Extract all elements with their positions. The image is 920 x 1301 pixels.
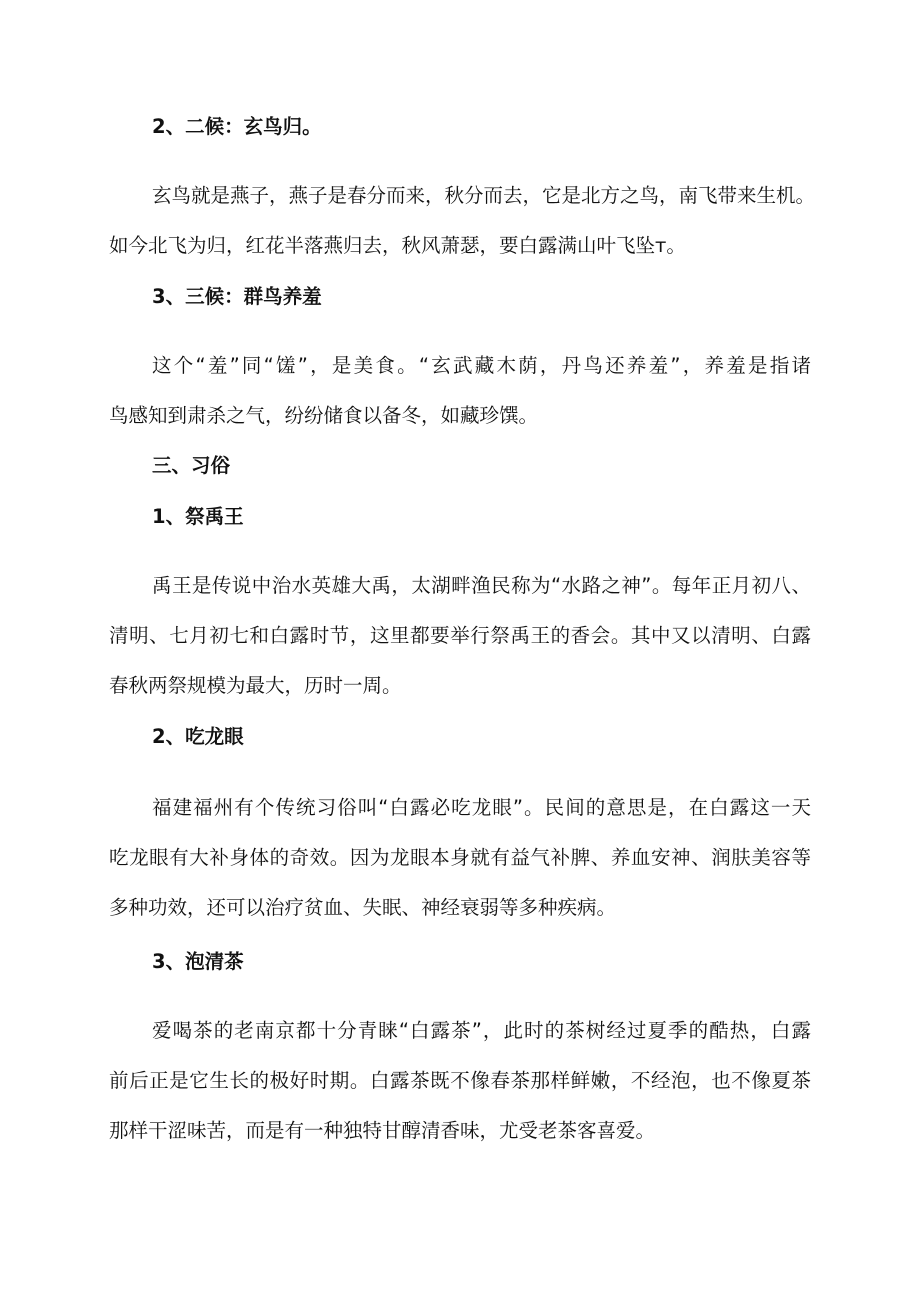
paragraph-qingcha-line-1: 爱喝茶的老南京都十分青睐“白露茶”，此时的茶树经过夏季的酷热，白露 [152, 1019, 811, 1042]
paragraph-xuanniao-line-2: 如今北飞为归，红花半落燕归去，秋风萧瑟，要白露满山叶飞坠т。 [109, 234, 686, 257]
heading-sanhou: 3、三候：群鸟养羞 [152, 285, 322, 308]
paragraph-yuwang-line-1: 禹王是传说中治水英雄大禹，太湖畔渔民称为“水路之神”。每年正月初八、 [152, 574, 811, 597]
paragraph-yangxiu-line-2: 鸟感知到肃杀之气，纷纷储食以备冬，如藏珍馔。 [109, 404, 539, 427]
paragraph-qingcha-line-2: 前后正是它生长的极好时期。白露茶既不像春茶那样鲜嫩，不经泡，也不像夏茶 [109, 1069, 811, 1092]
paragraph-longyan-line-1: 福建福州有个传统习俗叫“白露必吃龙眼”。民间的意思是，在白露这一天 [152, 796, 811, 819]
paragraph-yangxiu-line-1: 这个“羞”同“馐”，是美食。“玄武藏木荫，丹鸟还养羞”，养羞是指诸 [152, 354, 811, 377]
paragraph-longyan-line-2: 吃龙眼有大补身体的奇效。因为龙眼本身就有益气补脾、养血安神、润肤美容等 [109, 846, 811, 869]
paragraph-longyan-line-3: 多种功效，还可以治疗贫血、失眠、神经衰弱等多种疾病。 [109, 896, 617, 919]
heading-erhou: 2、二候：玄鸟归。 [152, 115, 322, 138]
heading-longyan: 2、吃龙眼 [152, 725, 244, 748]
paragraph-yuwang-line-3: 春秋两祭规模为最大，历时一周。 [109, 674, 402, 697]
paragraph-qingcha-line-3: 那样干涩味苦，而是有一种独特甘醇清香味，尤受老茶客喜爱。 [109, 1119, 656, 1142]
heading-qingcha: 3、泡清茶 [152, 950, 244, 973]
heading-jiyuwang: 1、祭禹王 [152, 505, 244, 528]
heading-xisu: 三、习俗 [152, 454, 231, 477]
paragraph-xuanniao-line-1: 玄鸟就是燕子，燕子是春分而来，秋分而去，它是北方之鸟，南飞带来生机。 [152, 184, 816, 207]
paragraph-yuwang-line-2: 清明、七月初七和白露时节，这里都要举行祭禹王的香会。其中又以清明、白露 [109, 624, 811, 647]
